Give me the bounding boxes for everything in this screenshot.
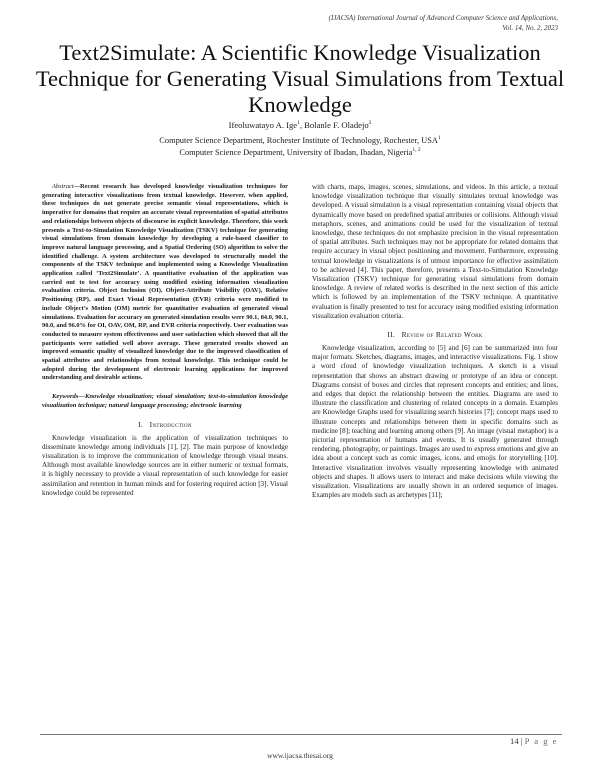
affiliation-2-sup: 1, 2 [412,147,421,154]
section-heading-introduction [42,420,288,430]
keywords-text: Knowledge visualization; visual simulation; text-to-simulation knowledge visualization technique; natural language processing; electronic learning [42,393,288,409]
right-column [312,183,558,501]
author-line: Ifeoluwatayo A. Ige$^1$, Bolanle F. Oladejo$^2$ [228,120,372,130]
abstract-label: Abstract [52,183,74,190]
related-numeral: II. [387,330,396,340]
keywords-label: Keywords [52,393,79,401]
author-1-sup: 1 [297,120,300,127]
journal-url[interactable]: www.ijacsa.thesai.org [267,751,333,760]
left-column [42,183,288,498]
intro-continued-paragraph: with charts, maps, images, scenes, simulations, and videos. In this article, a textual knowledge visualization technique that visually simulates textual knowledge was developed. A visual simulation is a visual representation containing visual objects that dynamically move based on predefined spatial attributes or collisions. Although visual metaphors, scenes, and animations could be used for the visualization of textual knowledge, these techniques do not emphasize precision in the visual representation of spatial attributes. Such techniques may not be appropriate for related domains that require accuracy in visual object positioning and movement. Furthermore, expressing textual knowledge in visualizations is of utmost importance for effective assimilation to be achieved [4]. This paper, therefore, presents a Text-to-Simulation Knowledge Visualization (TSKV) technique for generating visual simulations from domain knowledge. A review of related works is described in the next section of this article which is followed by an implementation of the TSKV technique. A quantitative evaluation is finally presented to test for accuracy using modified existing information visualization evaluation criteria. [312,183,558,320]
page-word: P a g e [524,736,558,746]
paper-title: Text2Simulate: A Scientific Knowledge Visualization Technique for Generating Visual Simulations from Textual Knowledge [35,40,565,117]
affiliation-2-text: Computer Science Department, University of Ibadan, Ibadan, Nigeria [179,148,413,157]
affiliation-1-text: Computer Science Department, Rochester Institute of Technology, Rochester, USA [159,136,438,145]
author-1-name: Ifeoluwatayo A. Ige [228,120,298,130]
related-work-paragraph: Knowledge visualization, according to [5] and [6] can be summarized into four major formats. Sketches, diagrams, images, and interactive visualizations. Fig. 1 show a word cloud of knowledge visualization techniques. A sketch is a visual representation that shows an abstract drawing or prototype of an idea or concept. Diagrams consist of boxes and circles that represent concepts and entities; and lines, and edges that depict the relationship between the entities. Diagrams are used to illustrate the classification and clustering of related concepts in a domain. Examples are Knowledge Graphs used for visualizing search histories [7]; concept maps used to illustrate concepts and relationships between them in specific domains such as medicine [8]; teaching and learning among others [9]. An image (visual metaphor) is a pictorial representation of humans and events. It is usually generated through rendering, photography, or paintings. Images are used to express emotions and give an idea about a concept such as comic images, icons, and emojis for storytelling [10]. Interactive visualization involves visually representing knowledge with animated objects and shapes. It allows users to interact and make decisions while viewing the visualization. Visualizations are usually shown in an ordered sequence of images. Examples are models such as archetypes [11]; [312,344,558,500]
affiliation-1 [30,135,570,146]
page-number-value: 14 [510,736,519,746]
journal-name: (IJACSA) International Journal of Advanced Computer Science and Applications, [328,14,558,22]
footer-divider [40,734,562,735]
related-title: Review of Related Work [401,330,483,340]
affiliation-2 [30,147,570,158]
author-2-name: Bolanle F. Oladejo [304,120,369,130]
intro-numeral: I. [138,419,144,429]
page-number: 14 | P a g e [510,736,558,746]
journal-header [138,14,558,33]
abstract: Abstract—Recent research has developed knowledge visualization techniques for generating interactive visualizations from textual knowledge. However, when applied, these techniques do not generate precise semantic visual representations, which is imperative for domains that require an accurate visual representation of spatial attributes and relationships between objects of discourse in explicit knowledge. Therefore, this work presents a Text-to-Simulation Knowledge Visualization (TSKV) technique for generating visual simulations from domain knowledge by developing a rule-based classifier to improve natural language processing, and a Spatial Ordering (SO) algorithm to solve the identified challenge. A system architecture was developed to structurally model the components of the TSKV technique and implemented using a Knowledge Visualization application called ‘Text2Simulate’. A quantitative evaluation of the application was carried out to test for accuracy using modified existing information visualization evaluation criteria. Object Inclusion (OI), Object-Attribute Visibility (OAV), Relative Positioning (RP), and Exact Visual Representation (EVR) criteria were modified to include Object’s Motion (OM) metric for quantitative evaluation of generated visual simulations. Evaluation for accuracy on generated simulation results were 90.1, 84.0, 90.1, 90.0, and 96.0% for OI, OAV, OM, RP, and EVR criteria respectively. User evaluation was conducted to measure system effectiveness and user satisfaction which showed that all the participants were satisfied well above average. These generated results showed an improved semantic quality of visualized knowledge due to the improved classification of spatial attributes and relationships from textual knowledge. This technique could be adopted during the development of electronic learning applications for improved understanding and desirable actions. [42,183,288,382]
abstract-text: Recent research has developed knowledge visualization techniques for generating interactive visualizations from textual knowledge. However, when applied, these techniques do not generate precise semantic visual representations, which is imperative for domains that require an accurate visual representation of spatial attributes and relationships between objects of discourse in explicit knowledge. Therefore, this work presents a Text-to-Simulation Knowledge Visualization (TSKV) technique for generating visual simulations from domain knowledge by developing a rule-based classifier to improve natural language processing, and a Spatial Ordering (SO) algorithm to solve the identified challenge. A system architecture was developed to structurally model the components of the TSKV technique and implemented using a Knowledge Visualization application called ‘Text2Simulate’. A quantitative evaluation of the application was carried out to test for accuracy using modified existing information visualization evaluation criteria. Object Inclusion (OI), Object-Attribute Visibility (OAV), Relative Positioning (RP), and Exact Visual Representation (EVR) criteria were modified to include Object’s Motion (OM) metric for quantitative evaluation of generated visual simulations. Evaluation for accuracy on generated simulation results were 90.1, 84.0, 90.1, 90.0, and 96.0% for OI, OAV, OM, RP, and EVR criteria respectively. User evaluation was conducted to measure system effectiveness and user satisfaction which showed that all the participants were satisfied well above average. These generated results showed an improved semantic quality of visualized knowledge due to the improved classification of spatial attributes and relationships from textual knowledge. This technique could be adopted during the development of electronic learning applications for improved understanding and desirable actions. [42,183,288,382]
intro-title: Introduction [149,419,192,429]
keywords: Keywords—Knowledge visualization; visual simulation; text-to-simulation knowledge visualization technique; natural language processing; electronic learning [42,393,288,409]
journal-volume: Vol. 14, No. 2, 2023 [502,23,558,32]
affiliation-1-sup: 1 [437,135,441,142]
author-2-sup: 2 [368,120,372,127]
section-heading-related-work [312,330,558,340]
intro-paragraph: Knowledge visualization is the application of visualization techniques to disseminate knowledge among individuals [1], [2]. The main purpose of knowledge visualization is to improve the communication of knowledge through visual means. Although most available knowledge sources are in either numeric or textual formats, it is highly necessary to provide a visual representation of such knowledge for easier assimilation and retention in human minds and for fostering required action [3]. Visual knowledge could be represented [42,433,288,497]
